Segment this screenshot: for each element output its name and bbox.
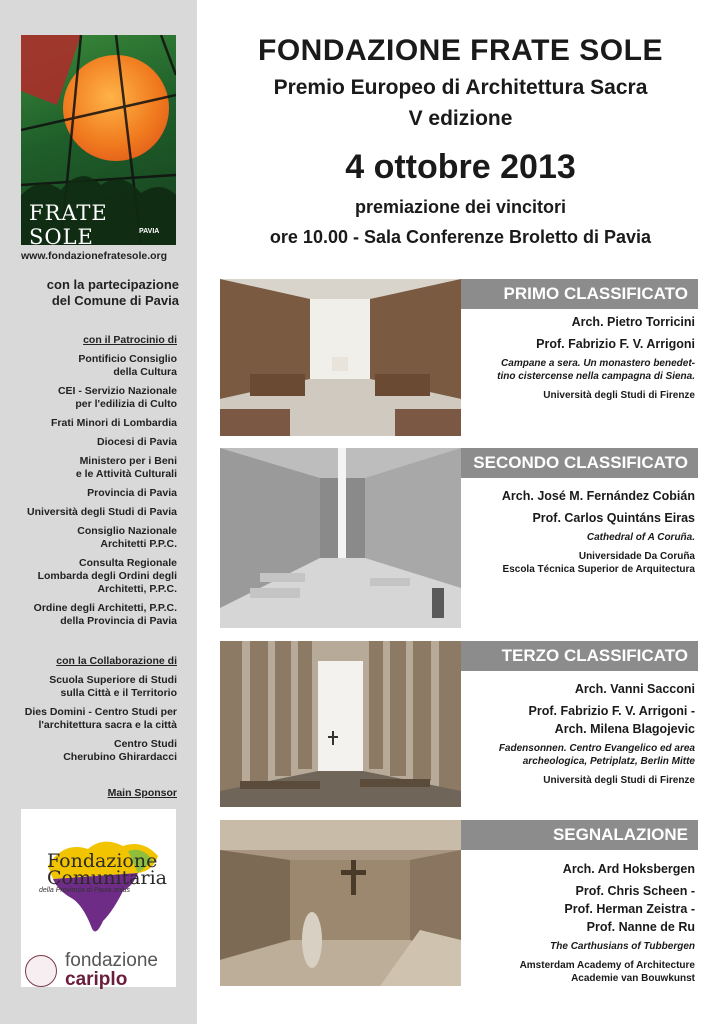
winner-name: Prof. Nanne de Ru [586, 920, 695, 934]
sponsor-heading-wrap [0, 787, 177, 800]
winner-name: Prof. Fabrizio F. V. Arrigoni - [528, 704, 695, 718]
winner-institution: Università degli Studi di Firenze [543, 775, 695, 786]
winner-2-photo [220, 448, 461, 628]
event-date: 4 ottobre 2013 [345, 148, 576, 186]
event-description: premiazione dei vincitori [354, 197, 567, 217]
sponsor1-subtitle: della Provincia di Pavia onlus [39, 887, 131, 894]
winner-institution: Universidade Da Coruña Escola Técnica Superior de Arquitectura [502, 551, 695, 575]
winner-name: Arch. Pietro Torricini [571, 315, 695, 329]
participation-line: con la partecipazione [46, 277, 179, 292]
sponsor2-line2: cariplo [65, 969, 128, 990]
sponsor-heading: Main Sponsor [107, 787, 177, 799]
winner-name: Prof. Herman Zeistra - [564, 902, 695, 916]
winner-1-info [461, 313, 695, 402]
patron-item: CEI - Servizio Nazionale per l'edilizia di Culto [57, 385, 177, 410]
winner-project: Cathedral of A Coruña. [586, 532, 695, 543]
sponsor-box [21, 809, 176, 990]
winner-4-rank: SEGNALAZIONE [461, 820, 698, 850]
winner-name: Arch. José M. Fernández Cobián [501, 489, 695, 503]
website-link[interactable]: www.fondazionefratesole.org [21, 250, 168, 262]
sponsor1-title: Fondazione Comunitaria [47, 850, 167, 889]
winner-name: Prof. Carlos Quintáns Eiras [532, 511, 695, 525]
winner-name: Arch. Vanni Sacconi [574, 682, 695, 696]
page-title: FONDAZIONE FRATE SOLE [258, 34, 663, 67]
patron-item: Frati Minori di Lombardia [50, 417, 177, 429]
patron-item: Università degli Studi di Pavia [27, 506, 177, 518]
winner-2-rank: SECONDO CLASSIFICATO [461, 448, 698, 478]
winner-3-info [461, 680, 695, 787]
patron-item: Ministero per i Beni e le Attività Culturali [75, 455, 177, 480]
frate-sole-logo [21, 35, 176, 245]
patron-item: Pontificio Consiglio della Cultura [78, 353, 177, 378]
patron-item: Ordine degli Architetti, P.P.C. della Provincia di Pavia [33, 602, 177, 627]
collab-item: Centro Studi Cherubino Ghirardacci [63, 738, 177, 763]
collab-item: Scuola Superiore di Studi sulla Città e il Territorio [49, 674, 177, 699]
patron-item: Provincia di Pavia [87, 487, 177, 499]
collab-item: Dies Domini - Centro Studi per l'architettura sacra e la città [24, 706, 177, 731]
edition: V edizione [408, 107, 513, 130]
logo-title: FRATE SOLE [29, 201, 108, 245]
patron-item: Consiglio Nazionale Architetti P.P.C. [77, 525, 177, 550]
event-venue: ore 10.00 - Sala Conferenze Broletto di Pavia [269, 227, 652, 247]
patron-item: Diocesi di Pavia [97, 436, 177, 448]
winner-name: Prof. Chris Scheen - [575, 884, 695, 898]
patronage-list [0, 334, 177, 628]
page-subtitle: Premio Europeo di Architettura Sacra [273, 76, 648, 99]
winner-institution: Amsterdam Academy of Architecture Academie van Bouwkunst [519, 960, 695, 984]
patronage-heading: con il Patrocinio di [83, 334, 177, 346]
winner-4-info [461, 860, 695, 985]
winner-2-info [461, 487, 695, 576]
winner-4-photo [220, 820, 461, 986]
winner-institution: Università degli Studi di Firenze [543, 390, 695, 401]
winner-1-photo [220, 279, 461, 436]
patron-item: Consulta Regionale Lombarda degli Ordini degli Architetti, P.P.C. [37, 557, 177, 595]
participation-line: del Comune di Pavia [51, 293, 179, 308]
collaboration-list [0, 655, 177, 764]
logo-subtitle: PAVIA [139, 228, 160, 235]
sponsor2-line1: fondazione [65, 950, 158, 971]
winner-project: Campane a sera. Un monastero benedet- tino cistercense nella campagna di Siena. [497, 358, 695, 382]
cariplo-seal-icon [25, 955, 57, 987]
winner-name: Arch. Milena Blagojevic [554, 722, 695, 736]
winner-name: Prof. Fabrizio F. V. Arrigoni [536, 337, 695, 351]
winner-1-rank: PRIMO CLASSIFICATO [461, 279, 698, 309]
winner-project: Fadensonnen. Centro Evangelico ed area archeologica, Petriplatz, Berlin Mitte [498, 743, 695, 767]
winner-3-rank: TERZO CLASSIFICATO [461, 641, 698, 671]
winner-3-photo [220, 641, 461, 807]
participation-text [14, 277, 179, 309]
winner-name: Arch. Ard Hoksbergen [562, 862, 695, 876]
winner-project: The Carthusians of Tubbergen [550, 941, 695, 952]
collaboration-heading: con la Collaborazione di [56, 655, 177, 667]
